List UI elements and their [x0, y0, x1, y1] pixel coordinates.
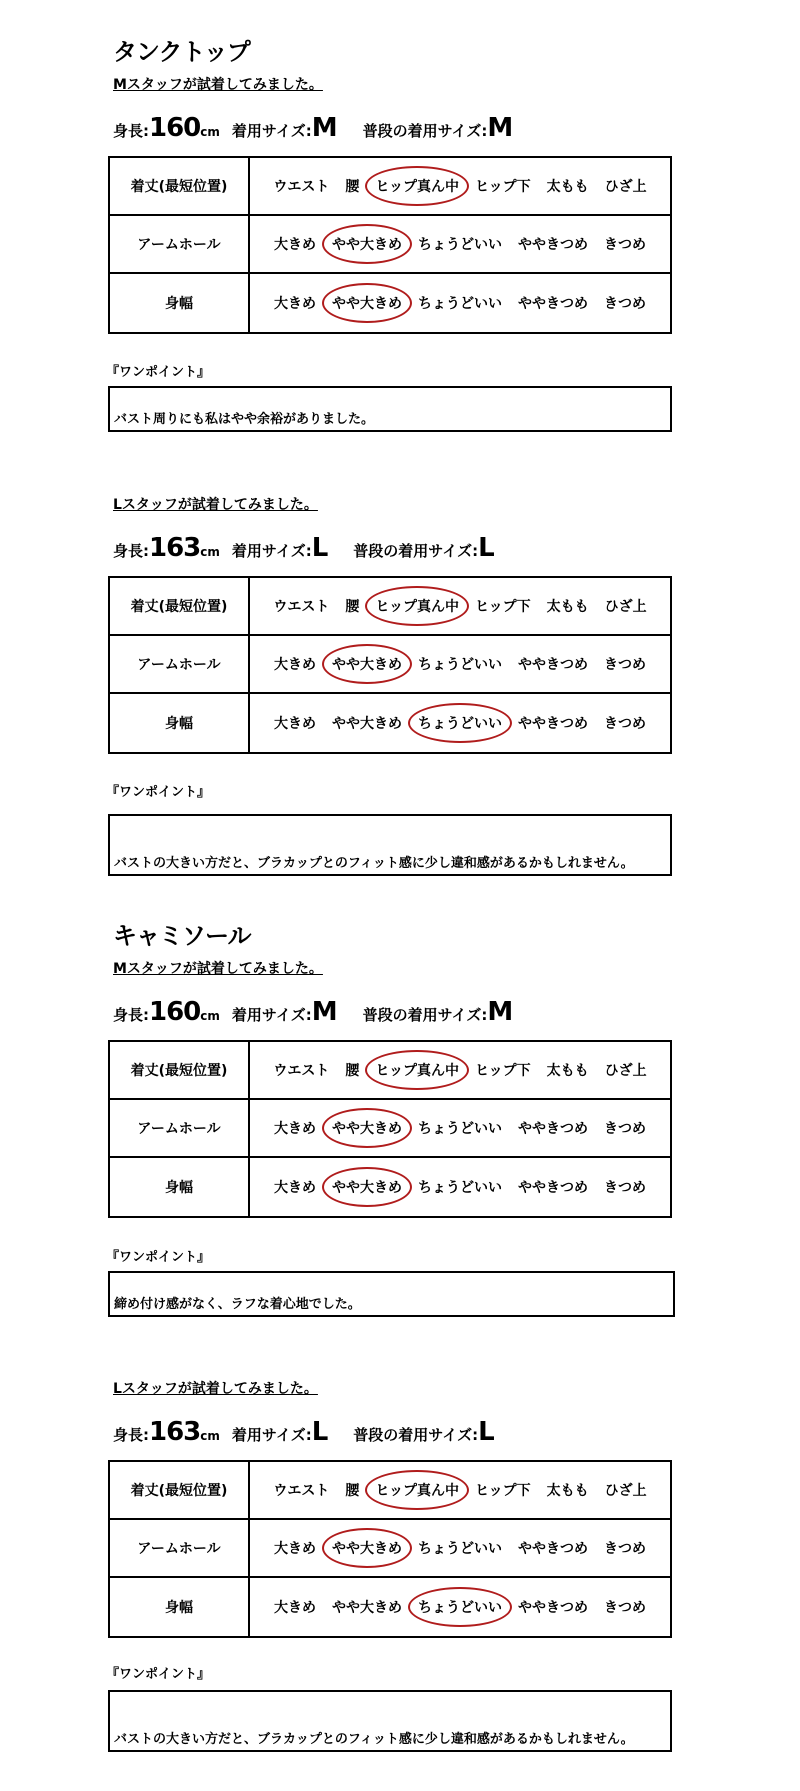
wear-size-label: 着用サイズ: — [231, 122, 312, 140]
selected-option: ちょうどいい — [416, 713, 504, 733]
usual-size-value: L — [478, 533, 494, 563]
usual-size-label: 普段の着用サイズ: — [362, 122, 488, 140]
wear-size-value: L — [311, 533, 328, 563]
height-unit: cm — [200, 1009, 220, 1023]
option: きつめ — [604, 1600, 646, 1616]
selected-option: やや大きめ — [330, 1177, 404, 1197]
option: ちょうどいい — [418, 1541, 502, 1557]
options-armhole — [250, 636, 670, 692]
option: ヒップ下 — [475, 1483, 531, 1499]
row-label-armhole: アームホール — [110, 216, 250, 272]
option: ちょうどいい — [418, 237, 502, 253]
height-label: 身長: — [113, 1006, 149, 1024]
option: ウエスト — [273, 1483, 330, 1499]
row-label-width: 身幅 — [110, 694, 250, 752]
height-value: 160 — [149, 113, 201, 143]
option: ややきつめ — [518, 1180, 588, 1196]
options-width — [250, 1158, 670, 1216]
option: ひざ上 — [604, 1063, 647, 1079]
option: ちょうどいい — [418, 1180, 502, 1196]
option: やや大きめ — [332, 716, 402, 732]
selected-option: ヒップ真ん中 — [373, 1480, 461, 1500]
option: ややきつめ — [518, 1121, 588, 1137]
option: ヒップ下 — [475, 1063, 531, 1079]
onepoint-note-box — [108, 1690, 672, 1752]
height-unit: cm — [200, 1429, 220, 1443]
row-label-armhole: アームホール — [110, 1520, 250, 1576]
wear-size-value: M — [311, 997, 337, 1027]
row-label-width: 身幅 — [110, 1158, 250, 1216]
option: ちょうどいい — [418, 1121, 502, 1137]
option: きつめ — [604, 716, 646, 732]
wear-size-value: M — [311, 113, 337, 143]
wear-size-value: L — [311, 1417, 328, 1447]
options-width — [250, 274, 670, 332]
option: きつめ — [604, 1121, 646, 1137]
fit-table — [108, 576, 672, 754]
staff-caption: Mスタッフが試着してみました。 — [113, 961, 323, 977]
staff-caption: Lスタッフが試着してみました。 — [113, 497, 318, 513]
option: ひざ上 — [604, 1483, 647, 1499]
usual-size-value: L — [478, 1417, 494, 1447]
option: ちょうどいい — [418, 657, 502, 673]
options-length — [250, 578, 670, 634]
fit-row-width — [110, 694, 670, 752]
onepoint-label: 『ワンポイント』 — [106, 1667, 211, 1682]
option: 大きめ — [274, 657, 316, 673]
size-spec-line — [113, 995, 512, 1029]
usual-size-label: 普段の着用サイズ: — [353, 542, 479, 560]
option: 大きめ — [274, 296, 316, 312]
option: ややきつめ — [518, 296, 588, 312]
fit-row-length — [110, 158, 670, 216]
options-armhole — [250, 1520, 670, 1576]
row-label-length: 着丈(最短位置) — [110, 578, 250, 634]
selected-option: ヒップ真ん中 — [373, 596, 461, 616]
onepoint-note-text: バストの大きい方だと、ブラカップとのフィット感に少し違和感があるかもしれません。 — [114, 856, 634, 871]
option: ちょうどいい — [418, 296, 502, 312]
selected-option: ヒップ真ん中 — [373, 176, 461, 196]
option: 太もも — [546, 179, 589, 195]
option: ヒップ下 — [475, 599, 531, 615]
staff-caption: Mスタッフが試着してみました。 — [113, 77, 323, 93]
fit-table — [108, 1460, 672, 1638]
row-label-armhole: アームホール — [110, 636, 250, 692]
row-label-length: 着丈(最短位置) — [110, 158, 250, 214]
onepoint-note-box — [108, 1271, 675, 1317]
option: ややきつめ — [518, 1541, 588, 1557]
option: きつめ — [604, 1541, 646, 1557]
option: 腰 — [345, 599, 360, 615]
row-label-width: 身幅 — [110, 1578, 250, 1636]
onepoint-label: 『ワンポイント』 — [106, 365, 211, 380]
fit-row-length — [110, 1042, 670, 1100]
option: ウエスト — [273, 599, 330, 615]
options-length — [250, 1042, 670, 1098]
usual-size-label: 普段の着用サイズ: — [353, 1426, 479, 1444]
height-value: 160 — [149, 997, 201, 1027]
option: 腰 — [345, 179, 360, 195]
option: ややきつめ — [518, 1600, 588, 1616]
selected-option: やや大きめ — [330, 1118, 404, 1138]
option: 太もも — [546, 599, 589, 615]
option: ややきつめ — [518, 237, 588, 253]
fit-row-armhole — [110, 636, 670, 694]
options-length — [250, 1462, 670, 1518]
option: やや大きめ — [332, 1600, 402, 1616]
option: きつめ — [604, 237, 646, 253]
size-spec-line — [113, 1415, 494, 1449]
fit-row-width — [110, 1158, 670, 1216]
option: 腰 — [345, 1483, 360, 1499]
option: きつめ — [604, 296, 646, 312]
selected-option: ちょうどいい — [416, 1597, 504, 1617]
wear-size-label: 着用サイズ: — [231, 1426, 312, 1444]
option: ウエスト — [273, 179, 330, 195]
wear-size-label: 着用サイズ: — [231, 1006, 312, 1024]
option: ややきつめ — [518, 657, 588, 673]
option: 大きめ — [274, 716, 316, 732]
height-label: 身長: — [113, 542, 149, 560]
size-spec-line — [113, 111, 512, 145]
height-label: 身長: — [113, 122, 149, 140]
height-unit: cm — [200, 545, 220, 559]
option: ウエスト — [273, 1063, 330, 1079]
usual-size-label: 普段の着用サイズ: — [362, 1006, 488, 1024]
option: ヒップ下 — [475, 179, 531, 195]
staff-caption: Lスタッフが試着してみました。 — [113, 1381, 318, 1397]
product-title: キャミソール — [113, 922, 251, 950]
option: 太もも — [546, 1063, 589, 1079]
size-spec-line — [113, 531, 494, 565]
option: 大きめ — [274, 1541, 316, 1557]
row-label-length: 着丈(最短位置) — [110, 1042, 250, 1098]
usual-size-value: M — [487, 113, 513, 143]
onepoint-label: 『ワンポイント』 — [106, 785, 211, 800]
fit-row-width — [110, 1578, 670, 1636]
onepoint-label: 『ワンポイント』 — [106, 1250, 211, 1265]
height-label: 身長: — [113, 1426, 149, 1444]
height-value: 163 — [149, 1417, 201, 1447]
onepoint-note-text: バストの大きい方だと、ブラカップとのフィット感に少し違和感があるかもしれません。 — [114, 1732, 634, 1747]
option: きつめ — [604, 1180, 646, 1196]
fit-row-length — [110, 1462, 670, 1520]
fit-row-length — [110, 578, 670, 636]
selected-option: やや大きめ — [330, 293, 404, 313]
option: 腰 — [345, 1063, 360, 1079]
options-length — [250, 158, 670, 214]
option: 大きめ — [274, 237, 316, 253]
option: 大きめ — [274, 1600, 316, 1616]
row-label-length: 着丈(最短位置) — [110, 1462, 250, 1518]
wear-size-label: 着用サイズ: — [231, 542, 312, 560]
onepoint-note-box — [108, 386, 672, 432]
usual-size-value: M — [487, 997, 513, 1027]
option: ひざ上 — [604, 599, 647, 615]
fit-row-armhole — [110, 1520, 670, 1578]
options-armhole — [250, 216, 670, 272]
row-label-armhole: アームホール — [110, 1100, 250, 1156]
selected-option: やや大きめ — [330, 234, 404, 254]
fit-row-width — [110, 274, 670, 332]
option: ひざ上 — [604, 179, 647, 195]
selected-option: やや大きめ — [330, 1538, 404, 1558]
fit-table — [108, 156, 672, 334]
height-value: 163 — [149, 533, 201, 563]
option: 太もも — [546, 1483, 589, 1499]
options-width — [250, 694, 670, 752]
selected-option: やや大きめ — [330, 654, 404, 674]
options-width — [250, 1578, 670, 1636]
option: きつめ — [604, 657, 646, 673]
fit-row-armhole — [110, 1100, 670, 1158]
row-label-width: 身幅 — [110, 274, 250, 332]
selected-option: ヒップ真ん中 — [373, 1060, 461, 1080]
onepoint-note-text: 締め付け感がなく、ラフな着心地でした。 — [114, 1297, 361, 1312]
height-unit: cm — [200, 125, 220, 139]
fit-table — [108, 1040, 672, 1218]
option: 大きめ — [274, 1121, 316, 1137]
product-title: タンクトップ — [113, 38, 250, 66]
options-armhole — [250, 1100, 670, 1156]
option: 大きめ — [274, 1180, 316, 1196]
onepoint-note-text: バスト周りにも私はやや余裕がありました。 — [114, 412, 375, 427]
onepoint-note-box — [108, 814, 672, 876]
option: ややきつめ — [518, 716, 588, 732]
fit-row-armhole — [110, 216, 670, 274]
